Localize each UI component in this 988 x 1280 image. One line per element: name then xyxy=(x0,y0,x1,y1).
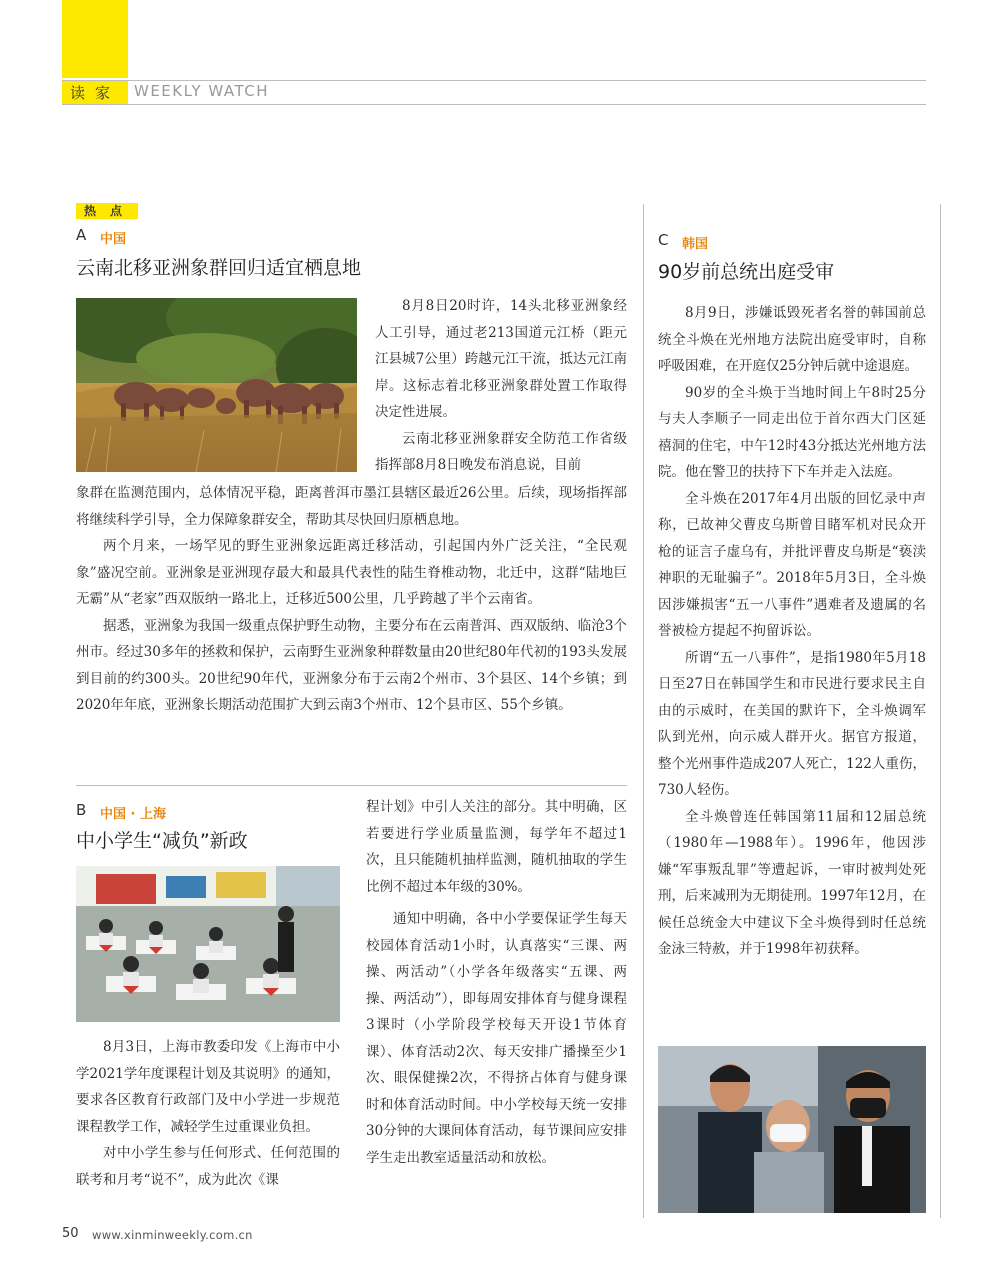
header-rule-top xyxy=(62,80,926,81)
elephant-herd-photo xyxy=(76,298,357,472)
article-c-paragraph-5: 全斗焕曾连任韩国第11届和12届总统（1980年—1988年）。1996年，他因涉嫌“军事叛乱罪”等遭起诉，一审时被判处死刑，后来减刑为无期徒刑。1997年12月，在候任总统金大中建议下全斗焕得到时任总统金泳三特赦，并于1998年初获释。 xyxy=(658,808,926,957)
section-name-en: WEEKLY WATCH xyxy=(134,82,270,100)
article-b-paragraph-3: 通知中明确，各中小学要保证学生每天校园体育活动1小时，认真落实“三课、两操、两活动”（小学各年级落实“五课、两操、两活动”），即每周安排体育与健身课程3课时（小学阶段学校每天开设1节体育课）、体育活动2次、每天安排广播操至少1次、眼保健操2次，不得挤占体育与健身课时和体育活动时间。中小学校每天统一安排30分钟的大课间体育活动，每节课间应安排学生走出教室适量活动和放松。 xyxy=(366,911,627,1166)
article-b-left-text xyxy=(76,1034,340,1193)
article-b-region: 中国 · 上海 xyxy=(100,807,166,822)
court-appearance-photo xyxy=(658,1046,926,1213)
website-url[interactable]: www.xinminweekly.com.cn xyxy=(92,1228,253,1242)
article-a-paragraph-4: 据悉，亚洲象为我国一级重点保护野生动物，主要分布在云南普洱、西双版纳、临沧3个州市。经过30多年的拯救和保护，云南野生亚洲象种群数量由20世纪80年代初的193头发展到目前的约300头。20世纪90年代，亚洲象分布于云南2个州市、3个县区、14个乡镇；到2020年年底，亚洲象长期活动范围扩大到云南3个州市、12个县市区、55个乡镇。 xyxy=(76,617,627,713)
article-b-letter: B xyxy=(76,801,87,819)
section-color-tab xyxy=(62,0,128,78)
page-number: 50 xyxy=(62,1226,79,1241)
article-a-paragraph-3: 两个月来，一场罕见的野生亚洲象远距离迁移活动，引起国内外广泛关注，“全民观象”盛况空前。亚洲象是亚洲现存最大和最具代表性的陆生脊椎动物，北迁中，这群“陆地巨无霸”从“老家”西双版纳一路北上，迁移近500公里，几乎跨越了半个云南省。 xyxy=(76,538,627,607)
article-b-paragraph-2-cont: 程计划》中引人关注的部分。其中明确，区若要进行学业质量监测，每学年不超过1次，且只能随机抽样监测，随机抽取的学生比例不超过本年级的30%。 xyxy=(366,799,627,895)
article-c-region: 韩国 xyxy=(682,237,709,252)
article-b-paragraph-2: 对中小学生参与任何形式、任何范围的联考和月考“说不”，成为此次《课 xyxy=(76,1145,340,1188)
column-divider xyxy=(643,204,644,1218)
classroom-photo xyxy=(76,866,340,1022)
article-b-right-text xyxy=(366,794,627,1171)
article-a-side-text xyxy=(375,293,627,479)
article-c-paragraph-2: 90岁的全斗焕于当地时间上午8时25分与夫人李顺子一同走出位于首尔西大门区延禧洞的住宅，中午12时43分抵达光州地方法院。他在警卫的扶持下下车并走入法庭。 xyxy=(658,384,926,480)
article-a-region: 中国 xyxy=(100,232,127,247)
header-rule-bottom xyxy=(62,104,926,105)
article-c-paragraph-4: 所谓“五一八事件”，是指1980年5月18日至27日在韩国学生和市民进行要求民主自由的示威时，在美国的默许下，全斗焕调军队到光州，向示威人群开火。据官方报道，整个光州事件造成207人死亡，122人重伤，730人轻伤。 xyxy=(658,649,926,798)
article-b-paragraph-1: 8月3日，上海市教委印发《上海市中小学2021学年度课程计划及其说明》的通知，要求各区教育行政部门及中小学进一步规范课程教学工作，减轻学生过重课业负担。 xyxy=(76,1039,340,1135)
article-c-paragraph-1: 8月9日，涉嫌诋毁死者名誉的韩国前总统全斗焕在光州地方法院出庭受审时，自称呼吸困难，在开庭仅25分钟后就中途退庭。 xyxy=(658,305,926,374)
article-c-headline: 90岁前总统出庭受审 xyxy=(658,261,835,283)
article-a-letter: A xyxy=(76,226,87,244)
article-a-headline: 云南北移亚洲象群回归适宜栖息地 xyxy=(76,257,362,279)
article-a-full-text xyxy=(76,480,627,719)
article-a-paragraph-2-start: 云南北移亚洲象群安全防范工作省级指挥部8月8日晚发布消息说，目前 xyxy=(375,430,627,473)
article-c-paragraph-3: 全斗焕在2017年4月出版的回忆录中声称，已故神父曹皮乌斯曾目睹军机对民众开枪的证言子虚乌有，并批评曹皮乌斯是“亵渎神职的无耻骗子”。2018年5月3日，全斗焕因涉嫌损害“五一八事件”遇难者及遗属的名誉被检方提起不拘留诉讼。 xyxy=(658,490,926,639)
column-divider-right xyxy=(940,204,941,1218)
article-c-letter: C xyxy=(658,231,669,249)
article-a-paragraph-1: 8月8日20时许，14头北移亚洲象经人工引导，通过老213国道元江桥（距元江县城7公里）跨越元江干流，抵达元江南岸。这标志着北移亚洲象群处置工作取得决定性进展。 xyxy=(375,298,627,420)
section-name-cn: 读家 xyxy=(62,81,128,104)
article-a-paragraph-2-cont: 象群在监测范围内，总体情况平稳，距离普洱市墨江县辖区最近26公里。后续，现场指挥部将继续科学引导，全力保障象群安全，帮助其尽快回归原栖息地。 xyxy=(76,485,627,528)
hot-tag: 热点 xyxy=(76,203,138,219)
article-divider xyxy=(76,785,627,786)
article-c-text xyxy=(658,300,926,963)
article-b-headline: 中小学生“减负”新政 xyxy=(76,830,248,852)
